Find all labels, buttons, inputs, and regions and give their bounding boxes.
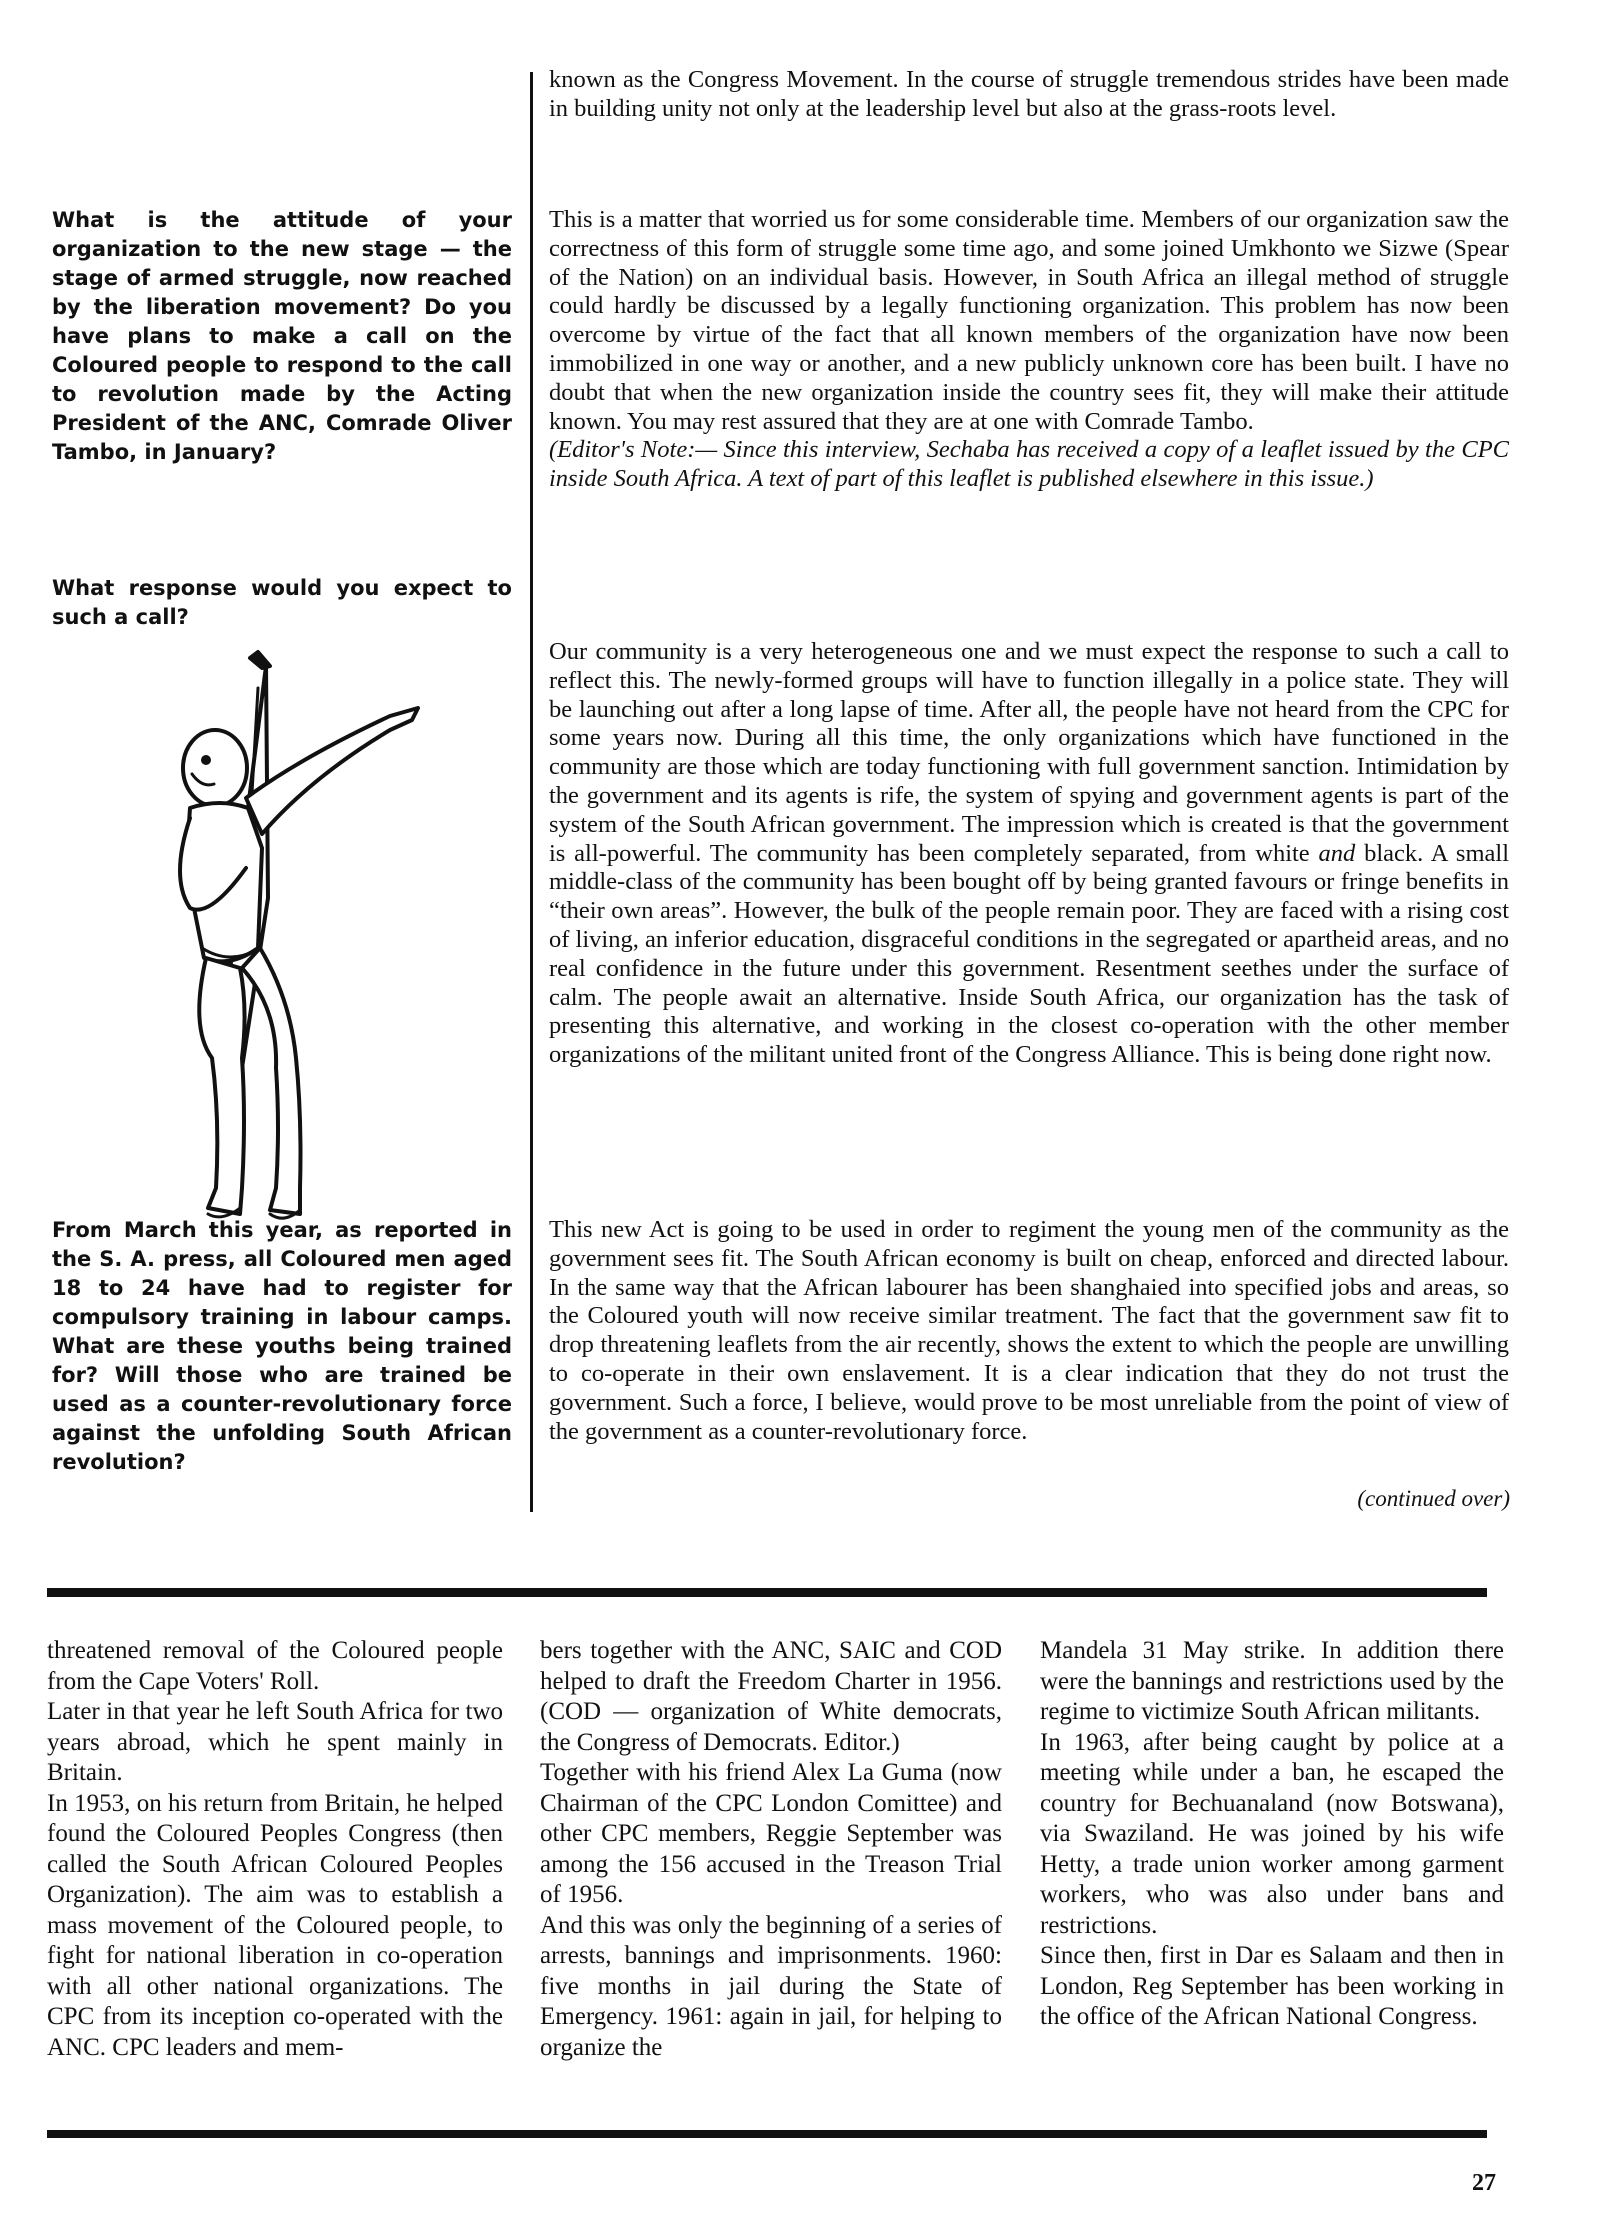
bio-paragraph: threatened removal of the Coloured people from the Cape Voters' Roll.: [47, 1637, 503, 1695]
answer-text-part: Our community is a very heterogeneous one and we must expect the response to such a call to reflect this. The newly-formed groups will have to function illegally in a police state. They will be launching out after a long lapse of time. After all, the people have not heard from the CPC for some years now. During all this time, the only organizations which have functioned in the community are those which are today functioning with full government sanction. Intimidation by the government and its agents is rife, the system of spying and government agents is part of the system of the South African government. The impression which is created is that the government is all-powerful. The community has been completely separated, from white: [549, 638, 1509, 867]
bio-column-2: [540, 1636, 1002, 2063]
editors-note: (Editor's Note:— Since this interview, Sechaba has received a copy of a leaflet issued by the CPC inside South Africa. A text of part of this leaflet is published elsewhere in this issue.): [549, 436, 1509, 493]
question-response: What response would you expect to such a call?: [52, 576, 512, 629]
section-divider-top: [47, 1588, 1487, 1597]
column-divider: [530, 72, 533, 1512]
bio-paragraph: Since then, first in Dar es Salaam and then in London, Reg September has been working in the office of the African National Congress.: [1040, 1942, 1504, 2030]
answer-armed-struggle: [549, 206, 1509, 494]
answer-text: This new Act is going to be used in order to regiment the young men of the community as the government sees fit. The South African economy is built on cheap, enforced and directed labour. In the same way that the African labourer has been shanghaied into specified jobs and areas, so the Coloured youth will now receive similar treatment. The fact that the government saw fit to drop threatening leaflets from the air recently, shows the extent to which the people are unwilling to co-operate in their own enslavement. It is a clear indication that they do not trust the government. Such a force, I believe, would prove to be most unreliable from the point of view of the government as a counter-revolutionary force.: [549, 1216, 1509, 1445]
rifleman-illustration: [150, 648, 450, 1238]
bio-paragraph: Later in that year he left South Africa for two years abroad, which he spent mainly in Britain.: [47, 1698, 503, 1786]
answer-text: This is a matter that worried us for some considerable time. Members of our organization saw the correctness of this form of struggle some time ago, and some joined Umkhonto we Sizwe (Spear of the Nation) on an individual basis. However, in South Africa an illegal method of struggle could hardly be discussed by a legally functioning organization. This problem has now been overcome by virtue of the fact that all known members of the organization have now been immobilized in one way or another, and a new publicly unknown core has been built. I have no doubt that when the new organization inside the country sees fit, they will make their attitude known. You may rest assured that they are at one with Comrade Tambo.: [549, 206, 1509, 435]
question-armed-struggle: What is the attitude of your organization to the new stage — the stage of armed struggle, now reached by the liberation movement? Do you have plans to make a call on the Coloured people to respond to the call to revolution made by the Acting President of the ANC, Comrade Oliver Tambo, in January?: [52, 208, 512, 464]
continued-note: (continued over): [1357, 1486, 1510, 1511]
bio-column-1: [47, 1636, 503, 2063]
bio-paragraph: And this was only the beginning of a series of arrests, bannings and imprisonments. 1960: five months in jail during the State of Emergency. 1961: again in jail, for helping to organize the: [540, 1911, 1002, 2061]
emphasis-and: and: [1318, 839, 1356, 867]
page-number: 27: [1472, 2170, 1496, 2196]
bio-paragraph: Mandela 31 May strike. In addition there were the bannings and restrictions used by the regime to victimize South African militants.: [1040, 1637, 1504, 1725]
answer-text-part: black. A small middle-class of the community has been bought off by being granted favours or fringe benefits in “their own areas”. However, the bulk of the people remain poor. They are faced with a rising cost of living, an inferior education, disgraceful conditions in the segregated or apartheid areas, and no real confidence in the future under this government. Resentment seethes under the surface of calm. The people await an alternative. Inside South Africa, our organization has the task of presenting this alternative, and working in the closest co-operation with the other member organizations of the militant united front of the Congress Alliance. This is being done right now.: [549, 839, 1509, 1069]
answer-congress-movement: [549, 66, 1509, 124]
answer-text: [549, 638, 1509, 1070]
bio-paragraph: In 1953, on his return from Britain, he helped found the Coloured Peoples Congress (then called the South African Coloured Peoples Organization). The aim was to establish a mass movement of the Coloured people, to fight for national liberation in co-operation with all other national organizations. The CPC from its inception co-operated with the ANC. CPC leaders and mem-: [47, 1789, 503, 2061]
bio-paragraph: Together with his friend Alex La Guma (now Chairman of the CPC London Comittee) and other CPC members, Reggie September was among the 156 accused in the Treason Trial of 1956.: [540, 1759, 1002, 1908]
bio-paragraph: bers together with the ANC, SAIC and COD helped to draft the Freedom Charter in 1956. (COD — organization of White democrats, the Congress of Democrats. Editor.): [540, 1637, 1002, 1756]
bio-paragraph: In 1963, after being caught by police at a meeting while under a ban, he escaped the country for Bechuanaland (now Botswana), via Swaziland. He was joined by his wife Hetty, a trade union worker among garment workers, who was also under bans and restrictions.: [1040, 1728, 1504, 1939]
question-labour-camps: From March this year, as reported in the S. A. press, all Coloured men aged 18 to 24 have had to register for compulsory training in labour camps. What are these youths being trained for? Will those who are trained be used as a counter-revolutionary force against the unfolding South African revolution?: [52, 1218, 512, 1474]
section-divider-bottom: [47, 2130, 1487, 2138]
answer-text: known as the Congress Movement. In the course of struggle tremendous strides have been made in building unity not only at the leadership level but also at the grass-roots level.: [549, 66, 1509, 122]
answer-labour-camps: [549, 1216, 1509, 1446]
bio-column-3: [1040, 1636, 1504, 2033]
answer-response: [549, 638, 1509, 1070]
